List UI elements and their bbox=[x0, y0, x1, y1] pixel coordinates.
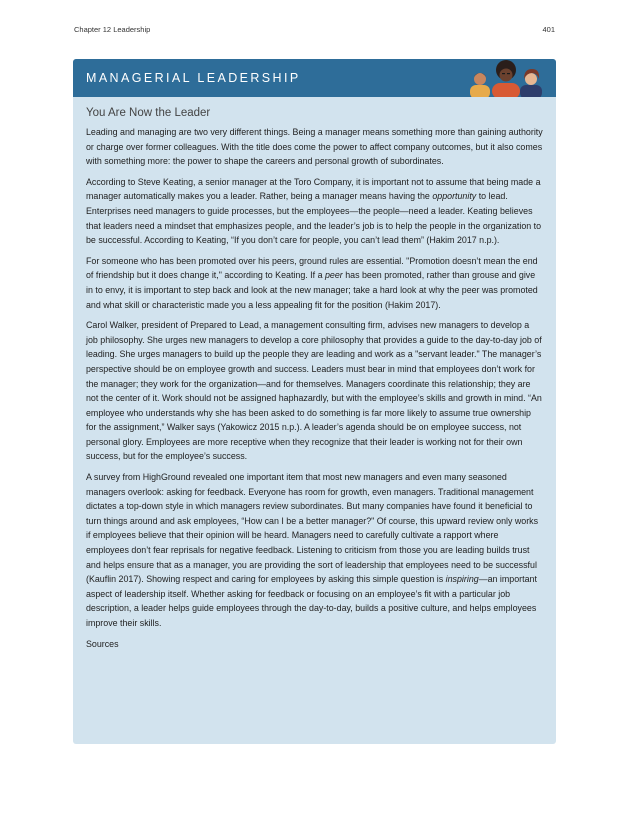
feature-banner bbox=[73, 59, 556, 97]
paragraph-3-text-a: For someone who has been promoted over his peers, ground rules are essential. "Promotion doesn’t mean the end of friendship but it does change it," according to Keating. If a bbox=[86, 255, 538, 281]
paragraph-5 bbox=[86, 470, 543, 631]
feature-content bbox=[73, 97, 556, 649]
paragraph-2-text-b: to lead. Enterprises need managers to guide processes, but the employees—the people—need a leader. Keating believes that leaders need a mindset that emphasizes people, and the leader’s job is to help the people in the organization to be successful. According to Keating, “If you don’t care for people, you can’t lead them” (Hakim 2017 n.p.). bbox=[86, 191, 542, 246]
feature-box bbox=[73, 59, 556, 744]
paragraph-4: Carol Walker, president of Prepared to Lead, a management consulting firm, advises new managers to develop a job philosophy. She urges new managers to develop a core philosophy that provides a guide to the day-to-day job of leading. She urges managers to build up the people they are leading and work as a "servant leader." The manager’s perspective should be on employee growth and success. Leaders must bear in mind that employees don’t work for the manager; they work for the organization—and for themselves. Managers coordinate this relationship; they are not the center of it. Work should not be assigned haphazardly, but with the employee’s skills and growth in mind. “An employee who understands why she has been asked to do something is far more likely to assume true ownership for the assignment,” Walker says (Yakowicz 2015 n.p.). A leader’s agenda should be on employee success, not personal glory. Employees are more receptive when they recognize that their leader is working not for their own success, but for the employee’s success. bbox=[86, 320, 542, 462]
running-header bbox=[74, 25, 555, 34]
paragraph-1: Leading and managing are two very different things. Being a manager means something more than gaining authority or charge over former colleagues. With the title does come the power to affect company outcomes, but it also comes with something more: the power to shape the careers and personal growth of subordinates. bbox=[86, 127, 543, 167]
three-people-icon bbox=[468, 59, 544, 97]
banner-title: MANAGERIAL LEADERSHIP bbox=[86, 71, 301, 85]
page-number: 401 bbox=[542, 25, 555, 34]
chapter-label: Chapter 12 Leadership bbox=[74, 25, 151, 34]
paragraph-3-text-b: has been promoted, rather than grouse and give in to envy, it is important to step back and look at the new manager; take a hard look at why the peer was promoted and what skill or characteristic made you a less appealing fit for the position (Hakim 2017). bbox=[86, 270, 538, 310]
paragraph-3 bbox=[86, 254, 543, 312]
paragraph-2-text-a: According to Steve Keating, a senior manager at the Toro Company, it is important not to assume that being made a manager automatically makes you a leader. Rather, being a manager means having the bbox=[86, 176, 541, 202]
sources-link[interactable]: Sources bbox=[86, 638, 119, 649]
paragraph-5-text-a: A survey from HighGround revealed one important item that most new managers and even many seasoned managers overlook: asking for feedback. Everyone has room for growth, even managers. Traditional management dictates a top-down style in which managers review subordinates. But many companies have found it beneficial to turn things around and ask employees, “How can I be a better manager?" Of course, this upward review only works if employees believe that their opinion will be heard. Managers need to carefully cultivate a rapport where employees don’t fear reprisals for negative feedback. Listening to criticism from those you are leading builds trust and helps ensure that as a manager, you are providing the sort of leadership that employees need to be successful (Kauflin 2017). Showing respect and caring for employees by asking this simple question is bbox=[86, 472, 539, 585]
paragraph-5-emphasis: inspiring bbox=[445, 574, 479, 585]
paragraph-2 bbox=[86, 175, 543, 248]
paragraph-5-text-b: —an important aspect of leadership itself. Whether asking for feedback or focusing on an employee’s fit with a particular job description, a leader helps guide employees through the day-to-day, builds a positive culture, and helps employees improve their skills. bbox=[86, 574, 537, 628]
section-title: You Are Now the Leader bbox=[86, 107, 211, 119]
paragraph-3-emphasis: peer bbox=[324, 270, 343, 281]
paragraph-2-emphasis: opportunity bbox=[432, 191, 477, 202]
